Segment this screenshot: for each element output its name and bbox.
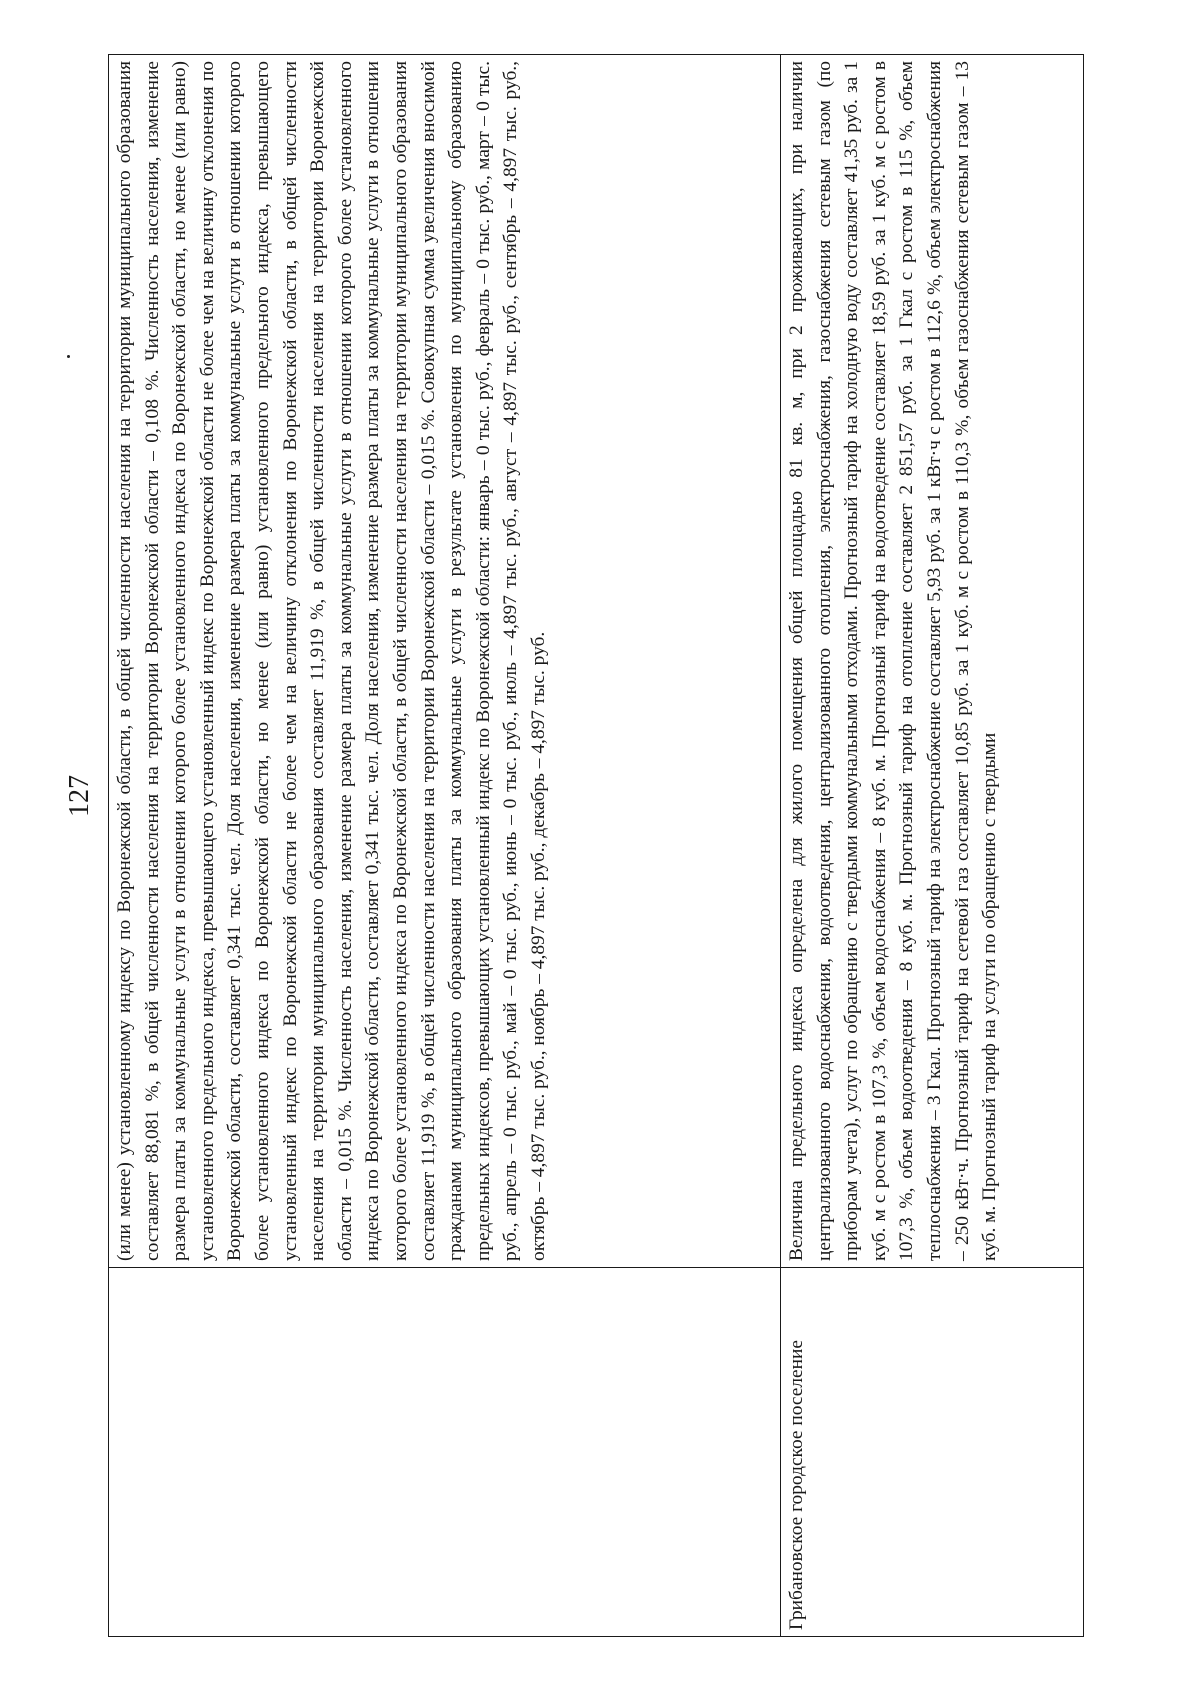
table-row bbox=[781, 55, 1084, 1637]
tariff-table bbox=[108, 54, 1084, 1637]
page-number: 127 bbox=[64, 775, 95, 817]
municipality-name-cell bbox=[109, 1268, 781, 1637]
rotated-table-container bbox=[108, 61, 1083, 1637]
municipality-name-cell: Грибановское городское поселение bbox=[781, 1268, 1084, 1637]
description-cell: Величина предельного индекса определена для жилого помещения общей площадью 81 кв. м, при 2 проживающих, при наличии централизованного водоснабжения, водоотведения, централизованного отопления, электроснабжения, газоснабжения сетевым газом (по приборам учета), услуг по обращению с твердыми коммунальными отходами. Прогнозный тариф на холодную воду составляет 41,35 руб. за 1 куб. м с ростом в 107,3 %, объем водоснабжения – 8 куб. м. Прогнозный тариф на водоотведение составляет 18,59 руб. за 1 куб. м с ростом в 107,3 %, объем водоотведения – 8 куб. м. Прогнозный тариф на отопление составляет 2 851,57 руб. за 1 Гкал с ростом в 115 %, объем теплоснабжения – 3 Гкал. Прогнозный тариф на электроснабжение составляет 5,93 руб. за 1 кВт·ч с ростом в 112,6 %, объем электроснабжения – 250 кВт·ч. Прогнозный тариф на сетевой газ составляет 10,85 руб. за 1 куб. м с ростом в 110,3 %, объем газоснабжения сетевым газом – 13 куб. м. Прогнозный тариф на услуги по обращению с твердыми bbox=[781, 55, 1084, 1268]
scan-dot-mark bbox=[67, 355, 70, 358]
table-row bbox=[109, 55, 781, 1637]
description-cell: (или менее) установленному индексу по Воронежской области, в общей численности населения на территории муниципального образования составляет 88,081 %, в общей численности населения на территории Воронежской области – 0,108 %. Численность населения, изменение размера платы за коммунальные услуги в отношении которого более установленного индекса по Воронежской области, но менее (или равно) установленного предельного индекса, превышающего установленный индекс по Воронежской области не более чем на величину отклонения по Воронежской области, составляет 0,341 тыс. чел. Доля населения, изменение размера платы за коммунальные услуги в отношении которого более установленного индекса по Воронежской области, но менее (или равно) установленного предельного индекса, превышающего установленный индекс по Воронежской области не более чем на величину отклонения по Воронежской области, в общей численности населения на территории муниципального образования составляет 11,919 %, в общей численности населения на территории Воронежской области – 0,015 %. Численность населения, изменение размера платы за коммунальные услуги в отношении которого более установленного индекса по Воронежской области, составляет 0,341 тыс. чел. Доля населения, изменение размера платы за коммунальные услуги в отношении которого более установленного индекса по Воронежской области, в общей численности населения на территории муниципального образования составляет 11,919 %, в общей численности населения на территории Воронежской области – 0,015 %. Совокупная сумма увеличения вносимой гражданами муниципального образования платы за коммунальные услуги в результате установления по муниципальному образованию предельных индексов, превышающих установленный индекс по Воронежской области: январь – 0 тыс. руб., февраль – 0 тыс. руб., март – 0 тыс. руб., апрель – 0 тыс. руб., май – 0 тыс. руб., июнь – 0 тыс. руб., июль – 4,897 тыс. руб., август – 4,897 тыс. руб., сентябрь – 4,897 тыс. руб., октябрь – 4,897 тыс. руб., ноябрь – 4,897 тыс. руб., декабрь – 4,897 тыс. руб. bbox=[109, 55, 781, 1268]
